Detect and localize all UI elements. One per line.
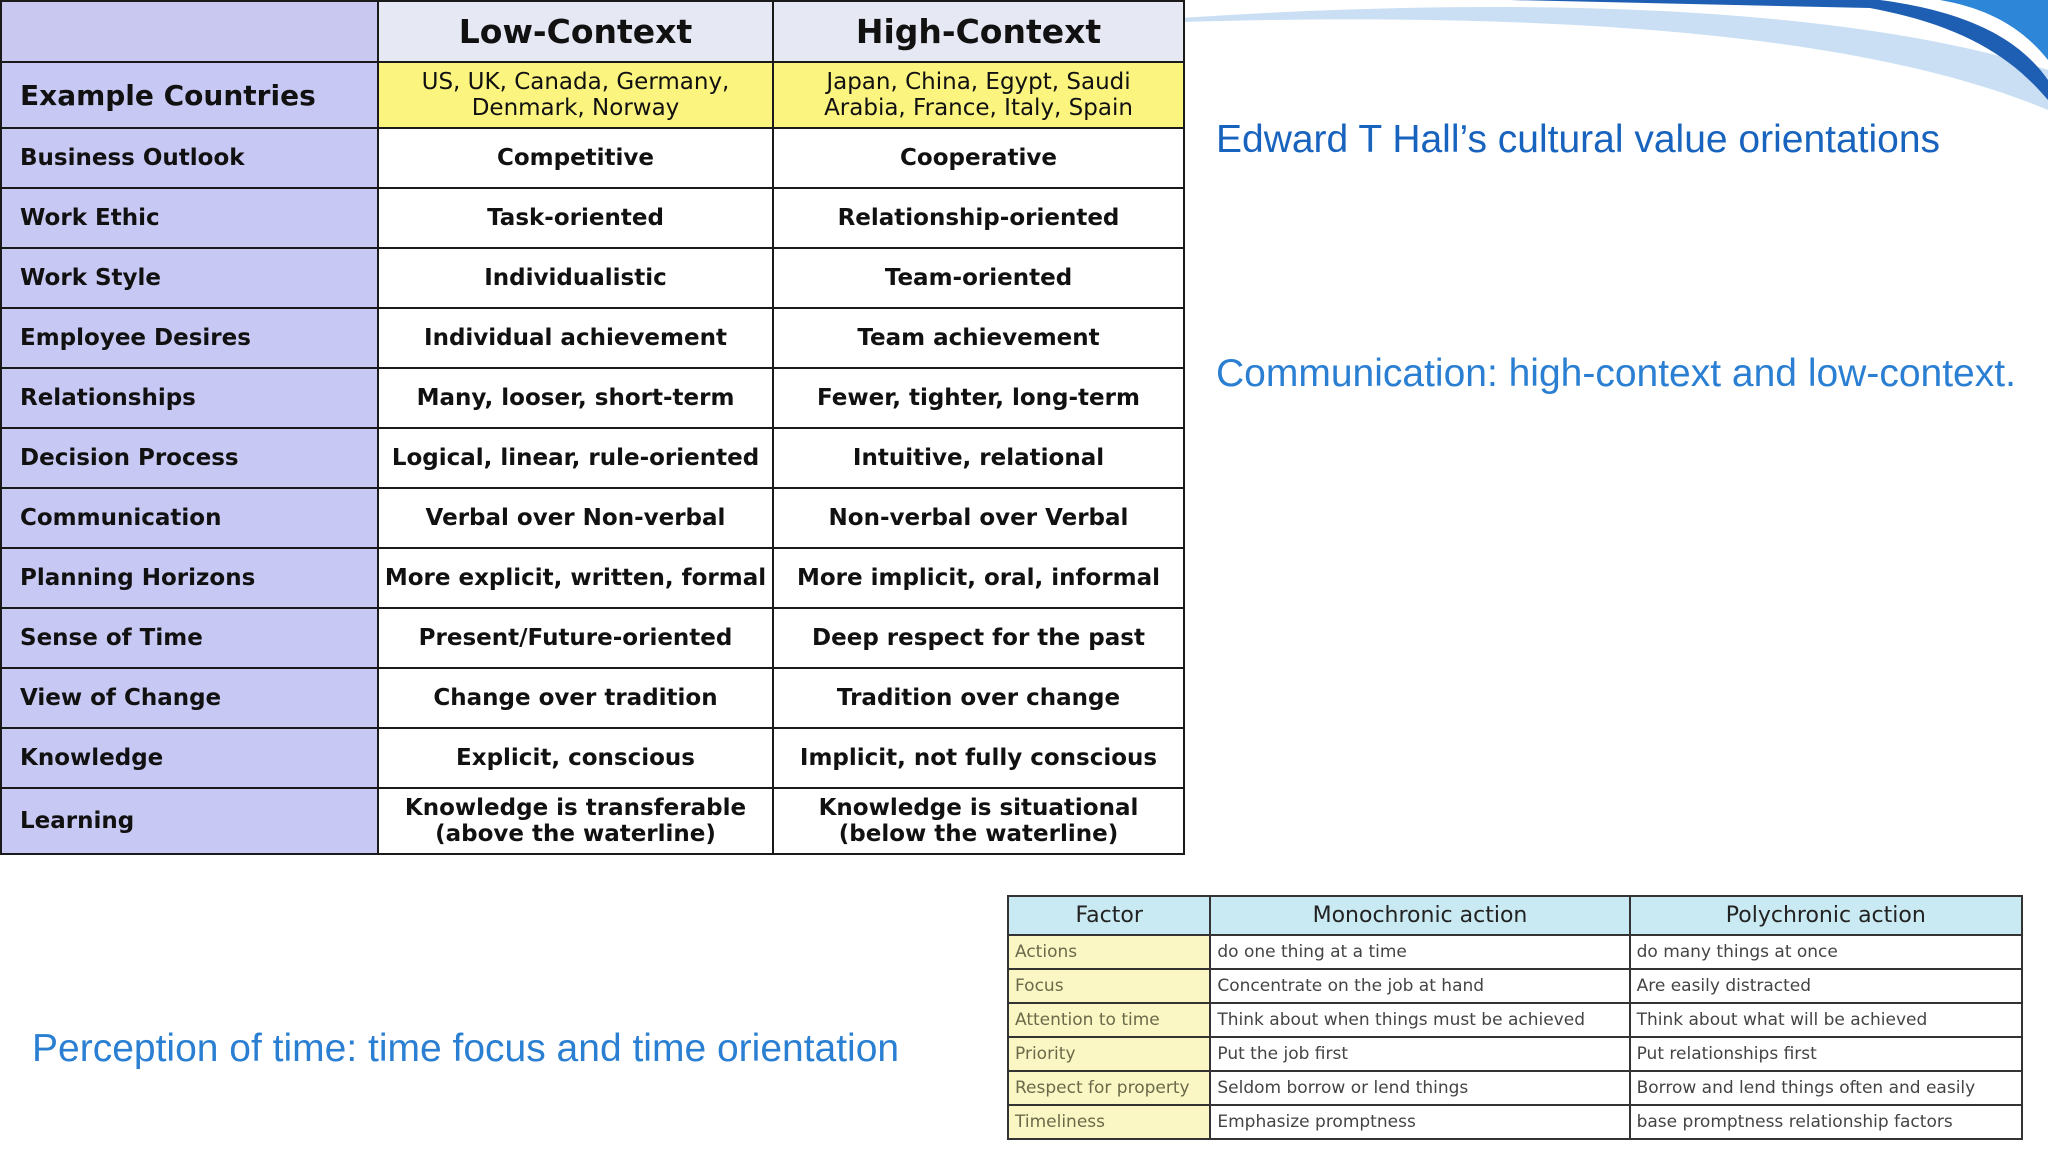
table-row <box>1 668 1184 728</box>
row-label: Knowledge <box>1 728 378 788</box>
high-value: Relationship-oriented <box>773 188 1184 248</box>
high-countries-line2: Arabia, France, Italy, Spain <box>824 95 1133 121</box>
low-learning-line1: Knowledge is transferable <box>404 795 747 821</box>
low-value: Task-oriented <box>378 188 773 248</box>
high-learning-line1: Knowledge is situational <box>818 795 1139 821</box>
header-monochronic: Monochronic action <box>1210 896 1629 935</box>
table-row <box>1008 1105 2022 1139</box>
high-value: Fewer, tighter, long-term <box>773 368 1184 428</box>
factor-cell: Respect for property <box>1008 1071 1210 1105</box>
factor-cell: Priority <box>1008 1037 1210 1071</box>
low-countries-line1: US, UK, Canada, Germany, <box>421 69 730 95</box>
table-row <box>1 308 1184 368</box>
time-orientation-table <box>1007 895 2023 1140</box>
polychronic-cell: Borrow and lend things often and easily <box>1630 1071 2022 1105</box>
monochronic-cell: do one thing at a time <box>1210 935 1629 969</box>
low-value: Change over tradition <box>378 668 773 728</box>
row-label: Employee Desires <box>1 308 378 368</box>
low-value: Present/Future-oriented <box>378 608 773 668</box>
monochronic-cell: Seldom borrow or lend things <box>1210 1071 1629 1105</box>
table-row <box>1 128 1184 188</box>
high-value: Deep respect for the past <box>773 608 1184 668</box>
factor-cell: Timeliness <box>1008 1105 1210 1139</box>
factor-cell: Attention to time <box>1008 1003 1210 1037</box>
high-value: Team-oriented <box>773 248 1184 308</box>
decorative-swoosh <box>1180 0 2048 110</box>
factor-cell: Actions <box>1008 935 1210 969</box>
header-polychronic: Polychronic action <box>1630 896 2022 935</box>
table-row <box>1 608 1184 668</box>
table-row <box>1008 969 2022 1003</box>
low-value: Competitive <box>378 128 773 188</box>
context-comparison-table <box>0 0 1185 855</box>
time-heading: Perception of time: time focus and time orientation <box>32 1027 900 1070</box>
table-header-row <box>1 1 1184 62</box>
monochronic-cell: Put the job first <box>1210 1037 1629 1071</box>
high-value: Implicit, not fully conscious <box>773 728 1184 788</box>
row-label: Example Countries <box>1 62 378 128</box>
table-row <box>1008 1071 2022 1105</box>
high-value: Tradition over change <box>773 668 1184 728</box>
monochronic-cell: Think about when things must be achieved <box>1210 1003 1629 1037</box>
table-row <box>1 248 1184 308</box>
table-row <box>1 62 1184 128</box>
row-label: Decision Process <box>1 428 378 488</box>
polychronic-cell: Think about what will be achieved <box>1630 1003 2022 1037</box>
row-label: Work Style <box>1 248 378 308</box>
table-row <box>1 488 1184 548</box>
low-countries-cell <box>378 62 773 128</box>
row-label: Work Ethic <box>1 188 378 248</box>
communication-heading: Communication: high-context and low-context. <box>1216 352 2016 395</box>
row-label: Sense of Time <box>1 608 378 668</box>
low-value: Individual achievement <box>378 308 773 368</box>
header-low-context: Low-Context <box>378 1 773 62</box>
low-value: Individualistic <box>378 248 773 308</box>
polychronic-cell: Are easily distracted <box>1630 969 2022 1003</box>
table-row <box>1 788 1184 854</box>
row-label: Learning <box>1 788 378 854</box>
low-value: Explicit, conscious <box>378 728 773 788</box>
table-row <box>1 188 1184 248</box>
header-high-context: High-Context <box>773 1 1184 62</box>
table-row <box>1008 935 2022 969</box>
low-value: Logical, linear, rule-oriented <box>378 428 773 488</box>
monochronic-cell: Emphasize promptness <box>1210 1105 1629 1139</box>
table-row <box>1 368 1184 428</box>
polychronic-cell: Put relationships first <box>1630 1037 2022 1071</box>
row-label: Communication <box>1 488 378 548</box>
header-corner-cell <box>1 1 378 62</box>
table-row <box>1 548 1184 608</box>
low-value: Many, looser, short-term <box>378 368 773 428</box>
low-value: More explicit, written, formal <box>378 548 773 608</box>
row-label: Business Outlook <box>1 128 378 188</box>
table-row <box>1 728 1184 788</box>
table-row <box>1 428 1184 488</box>
low-learning-line2: (above the waterline) <box>435 821 716 847</box>
row-label: Planning Horizons <box>1 548 378 608</box>
high-learning-line2: (below the waterline) <box>838 821 1119 847</box>
high-value: Team achievement <box>773 308 1184 368</box>
high-value: Intuitive, relational <box>773 428 1184 488</box>
row-label: Relationships <box>1 368 378 428</box>
low-learning-cell <box>378 788 773 854</box>
header-factor: Factor <box>1008 896 1210 935</box>
factor-cell: Focus <box>1008 969 1210 1003</box>
polychronic-cell: base promptness relationship factors <box>1630 1105 2022 1139</box>
high-countries-line1: Japan, China, Egypt, Saudi <box>826 69 1131 95</box>
low-countries-line2: Denmark, Norway <box>471 95 680 121</box>
high-learning-cell <box>773 788 1184 854</box>
high-value: Non-verbal over Verbal <box>773 488 1184 548</box>
high-value: Cooperative <box>773 128 1184 188</box>
row-label: View of Change <box>1 668 378 728</box>
low-value: Verbal over Non-verbal <box>378 488 773 548</box>
hall-heading: Edward T Hall’s cultural value orientations <box>1216 118 1941 161</box>
time-table-header-row <box>1008 896 2022 935</box>
high-countries-cell <box>773 62 1184 128</box>
polychronic-cell: do many things at once <box>1630 935 2022 969</box>
high-value: More implicit, oral, informal <box>773 548 1184 608</box>
table-row <box>1008 1003 2022 1037</box>
monochronic-cell: Concentrate on the job at hand <box>1210 969 1629 1003</box>
table-row <box>1008 1037 2022 1071</box>
